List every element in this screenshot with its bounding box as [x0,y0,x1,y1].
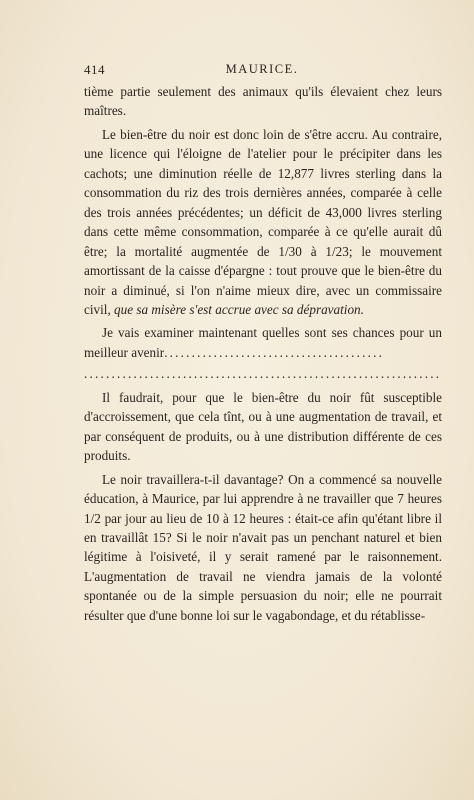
paragraph-text: Je vais examiner maintenant quelles sont ses chances pour un meilleur avenir [84,325,442,360]
paragraph-continuation [84,82,442,121]
leader-dots: ........................................ [164,344,385,360]
body-text [84,82,442,625]
paragraph-travail [84,470,442,626]
dotted-separator: ................................................................. [84,366,442,382]
paragraph-accroissement [84,388,442,466]
paragraph-text: tième partie seulement des animaux qu'ils élevaient chez leurs maîtres. [84,84,442,119]
paragraph-bien-etre [84,125,442,320]
paragraph-text: Il faudrait, pour que le bien-être du noir fût susceptible d'accroissement, que cela tînt, ou à une augmentation de travail, et par conséquent de produits, ou à une distribution différente de ces produits. [84,389,442,464]
page-header [84,62,440,80]
running-head: MAURICE. [225,62,299,76]
paragraph-avenir [84,323,442,362]
page-number: 414 [84,62,105,77]
paragraph-text: Le noir travaillera-t-il davantage? On a commencé sa nouvelle éducation, à Maurice, par lui apprendre à ne travailler que 7 heures 1/2 par jour au lieu de 10 à 12 heures : était-ce afin qu'étant libre il en travaillât 15? Si le noir n'avait pas un penchant naturel et bien légitime à l'oisiveté, il y serait ramené par le raisonnement. L'augmentation de travail ne viendra jamais de la volonté spontanée ou de la simple persuasion du noir; elle ne pourrait résulter que d'une bonne loi sur le vagabondage, et du rétablisse- [84,471,442,623]
italic-quote: que sa misère s'est accrue avec sa dépravation. [114,301,364,317]
paragraph-text: Le bien-être du noir est donc loin de s'être accru. Au contraire, une licence qui l'éloigne de l'atelier pour le précipiter dans les cachots; une diminution réelle de 12,877 livres sterling dans la consommation du riz des trois dernières années, comparée à celle des trois années précédentes; un déficit de 43,000 livres sterling dans cette même consommation, comparée à ce qu'elle aurait dû être; la mortalité augmentée de 1/30 à 1/23; le mouvement amortissant de la caisse d'épargne : tout prouve que le bien-être du noir a diminué, si l'on n'aime mieux dire, avec un commissaire civil, [84,126,442,317]
